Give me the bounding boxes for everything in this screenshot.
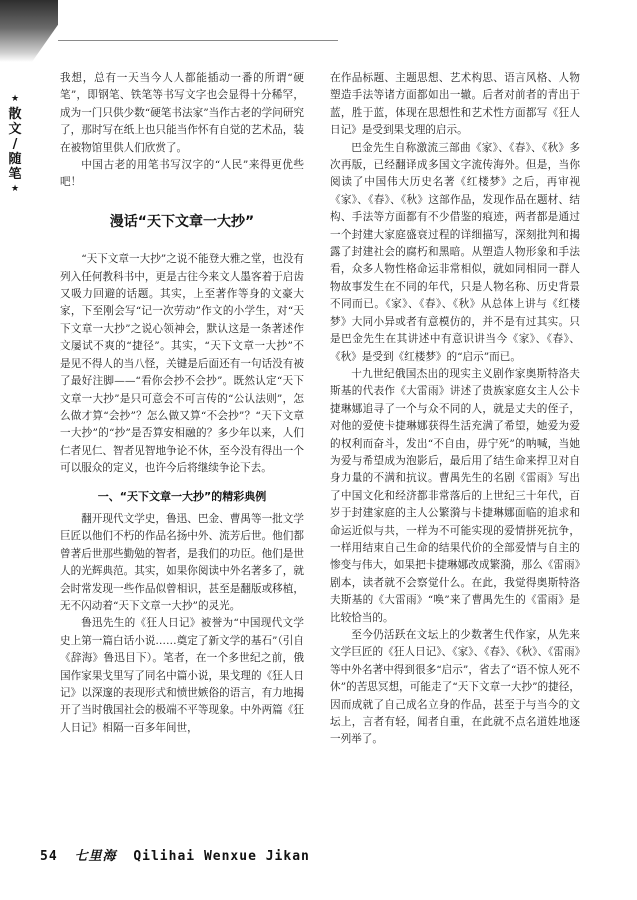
intro-paragraph: 中国古老的用笔书写汉字的“人民”来得更优些吧！ xyxy=(60,159,304,189)
page-number: 54 xyxy=(40,849,58,864)
body-paragraph: 翻开现代文学史，鲁迅、巴金、曹禺等一批文学巨匠以他们不朽的作品名扬中外、流芳后世。他们都曾著后世那些勤勉的智者，是我们的功臣。他们是世人的光辉典范。其实，如果你阅读中外名著多了，就会时常发现一些作品似曾相识，甚至是翻版或移植，无不闪动着“天下文章一大抄”的灵光。 xyxy=(60,512,304,612)
corner-decoration xyxy=(0,0,58,62)
subheading: 一、“天下文章一大抄”的精彩典例 xyxy=(97,489,267,503)
body-paragraph: 鲁迅先生的《狂人日记》被誉为“中国现代文学史上第一篇白话小说……奠定了新文学的基石”（引自《辞海》鲁迅目下）。笔者，在一个多世纪之前，俄国作家果戈里写了同名中篇小说，果戈理的《狂人日记》以深邃的表现形式和愤世嫉俗的语言，有力地揭开了当时俄国社会的极端不平等现象。中外两篇《狂人日记》相隔一百多年间世， xyxy=(60,617,304,734)
body-paragraph: 十九世纪俄国杰出的现实主义剧作家奥斯特洛夫斯基的代表作《大雷雨》讲述了贵族家庭女主人公卡捷琳娜追寻了一个与众不同的人，就是丈夫的侄子，对他的爱使卡捷琳娜获得生活充满了希望，她爱为爱的权利而奋斗，发出“不自由，毋宁死”的呐喊，当她为爱与希望成为泡影后，最后用了结生命来捍卫对自身力量的不满和抗议。曹禺先生的名剧《雷雨》写出了中国文化和经济都非常落后的上世纪三十年代，百岁于封建家庭的主人公繁漪与卡捷琳娜面临的追求和命运近似与共，一样为不可能实现的爱情拼死抗争，一样用结束自己生命的结果代价的全部爱情与自主的惨变与伟大，如果把卡捷琳娜改成繁漪，那么《雷雨》剧本，读者就不会察觉什么。在此，我觉得奥斯特洛夫斯基的《大雷雨》“唤”来了曹禺先生的《雷雨》是比较恰当的。 xyxy=(330,367,580,624)
journal-name: 七里海 xyxy=(74,849,117,864)
journal-pinyin: Qilihai Wenxue Jikan xyxy=(133,849,310,864)
body-paragraph: 在作品标题、主题思想、艺术构思、语言风格、人物塑造手法等诸方面都如出一辙。后者对前者的青出于蓝，胜于蓝，体现在思想性和艺术性方面都写《狂人日记》是受到果戈理的启示。 xyxy=(330,72,580,137)
right-column xyxy=(330,70,580,749)
section-label: ★ 散 文 / 随 笔 ★ xyxy=(8,94,22,194)
intro-paragraph: 我想，总有一天当今人人都能插动一番的所谓“硬笔”，即钢笔、铁笔等书写文字也会显得十分稀罕，成为一门只供少数“硬笔书法家”当作古老的学问研究了，那时写在纸上也只能当作怀有自觉的艺术品，装在被物馆里供人们欣赏了。 xyxy=(60,72,304,154)
page-footer xyxy=(40,845,310,864)
header-rule xyxy=(58,40,338,41)
body-paragraph: 至今仍活跃在文坛上的少数著生代作家，从先来文学巨匠的《狂人日记》、《家》、《春》、《秋》、《雷雨》等中外名著中得到很多“启示”，省去了“语不惊人死不休”的苦思冥想，可能走了“天下文章一大抄”的捷径，因而成就了自己成名立身的作品，甚至于与当今的文坛上，言者有轻，闻者自重，在此就不点名道姓地逐一列举了。 xyxy=(330,629,580,746)
article-title: 漫话“天下文章一大抄” xyxy=(109,213,255,230)
body-paragraph: “天下文章一大抄”之说不能登大雅之堂，也没有列入任何教科书中，更是古往今来文人墨客着于启齿又吸力回避的话题。其实，上至著作等身的文豪大家，下至刚会写“记一次劳动”作文的小学生，对“天下文章一大抄”之说心领神会，默认这是一条著述作文屡试不爽的“捷径”。其实，“天下文章一大抄”不是见不得人的当八怪，关键是后面还有一句话没有被了最好注脚——“看你会抄不会抄”。既然认定“天下文章一大抄”是只可意会不可言传的“公认法则”，怎么做才算“会抄”？怎么做又算“不会抄”？“天下文章一大抄”的“抄”是否算安相融的？多少年以来，人们仁者见仁、智者见智地争论不休，至今没有得出一个可以服众的定义，也许今后将继续争论下去。 xyxy=(60,253,304,475)
body-paragraph: 巴金先生自称激流三部曲《家》、《春》、《秋》多次再版，已经翻译成多国文字流传海外。但是，当你阅读了中国伟大历史名著《红楼梦》之后，再审视《家》、《春》、《秋》这部作品，发现作品在题材、结构、手法等方面都有不少借鉴的痕迹，两者都是通过一个封建大家庭盛衰过程的详细描写，深刻批判和揭露了封建社会的腐朽和黑暗。从塑造人物形象和手法看，众多人物性格命运非常相似，就如同相同一群人物故事发生在不同的年代，只是人物名称、历史背景不同而已。《家》、《春》、《秋》从总体上讲与《红楼梦》大同小异或者有意模仿的，并不是有过其实。只是巴金先生在其讲述中有意识讲当今《家》、《春》、《秋》是受到《红楼梦》的“启示”而已。 xyxy=(330,141,580,363)
left-column xyxy=(60,70,304,737)
